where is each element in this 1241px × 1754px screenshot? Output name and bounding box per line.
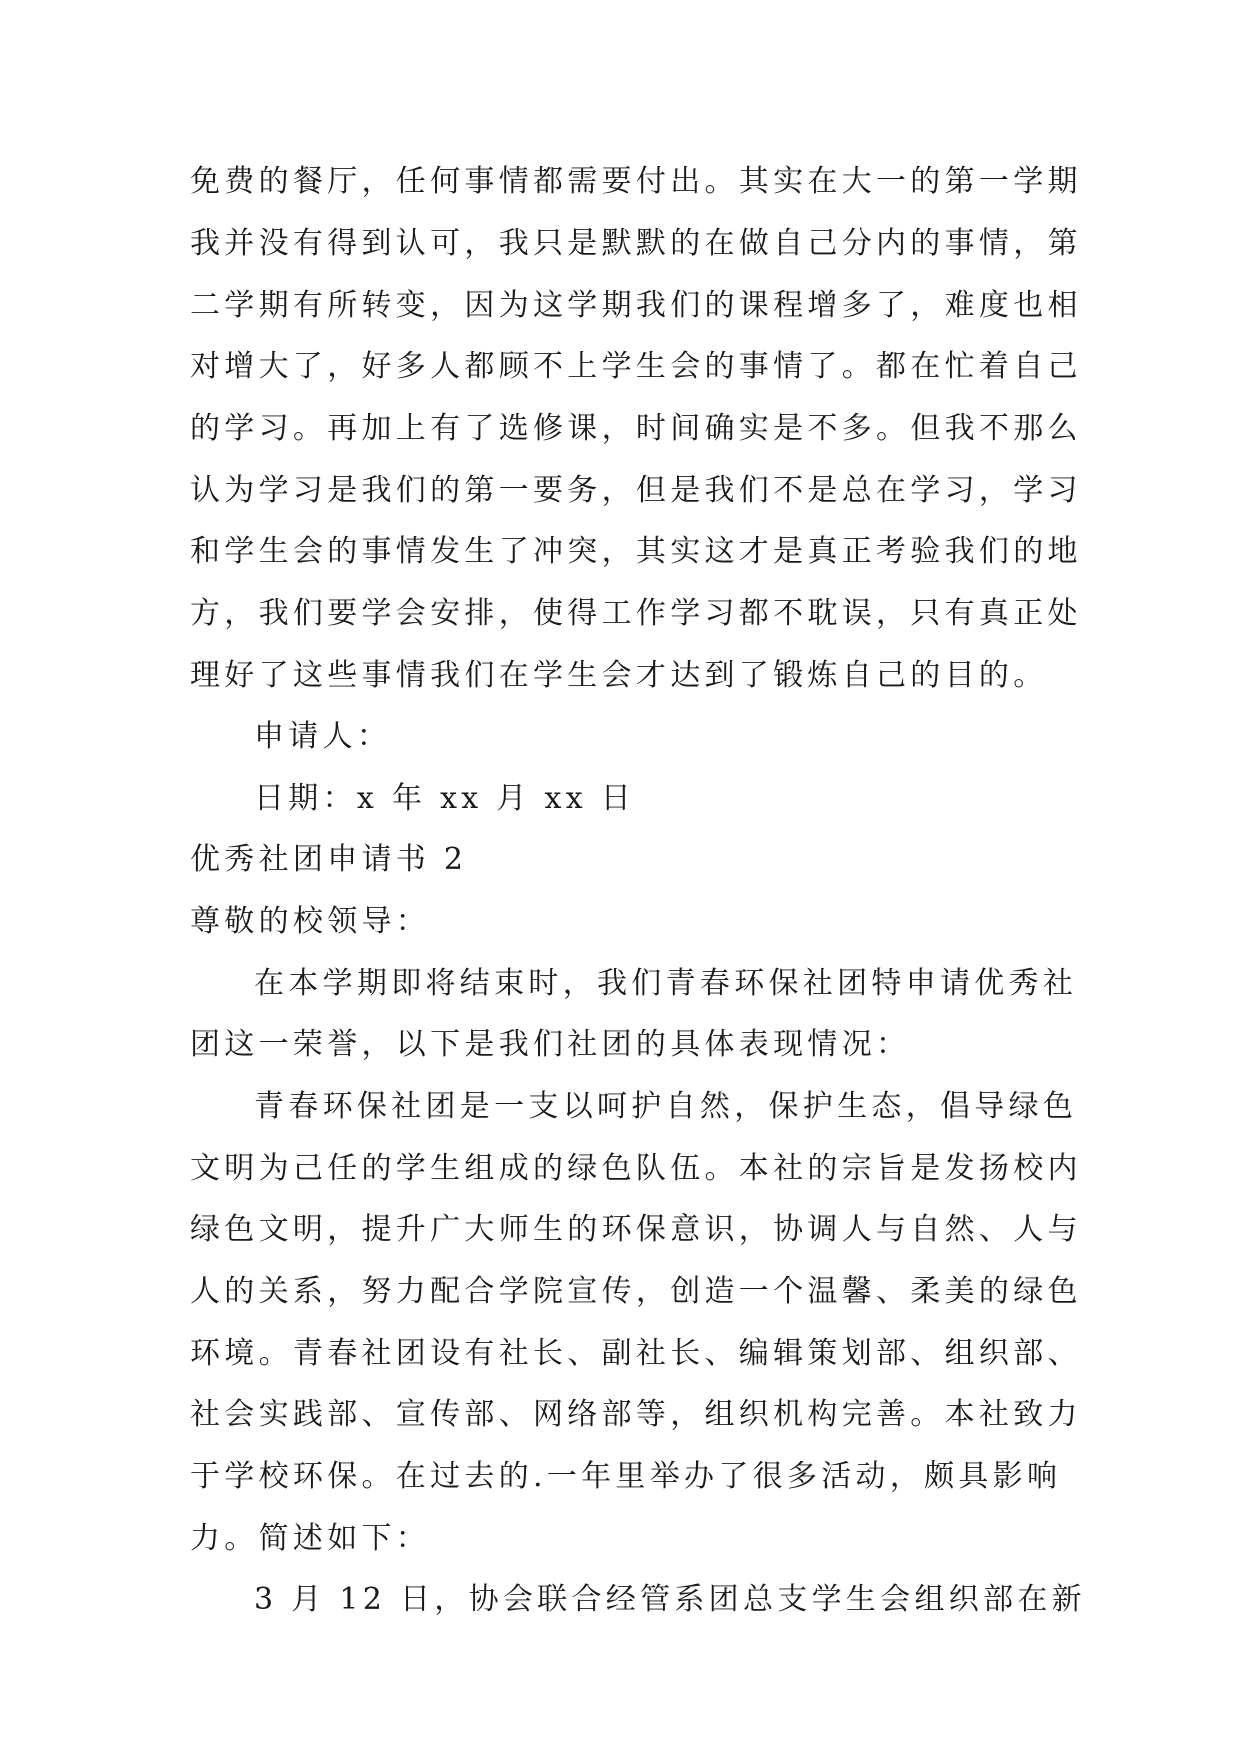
paragraph-line: 团这一荣誉，以下是我们社团的具体表现情况： xyxy=(190,1027,911,1062)
applicant-label: 申请人： xyxy=(254,719,392,754)
paragraph-line: 方，我们要学会安排，使得工作学习都不耽误，只有真正处 xyxy=(190,596,1082,631)
paragraph-line: 人的关系，努力配合学院宣传，创造一个温馨、柔美的绿色 xyxy=(190,1274,1082,1309)
salutation: 尊敬的校领导： xyxy=(190,904,431,939)
paragraph-line: 青春环保社团是一支以呵护自然，保护生态，倡导绿色 xyxy=(254,1089,1078,1124)
paragraph-line: 对增大了，好多人都顾不上学生会的事情了。都在忙着自己 xyxy=(190,349,1082,384)
paragraph-line: 和学生会的事情发生了冲突，其实这才是真正考验我们的地 xyxy=(190,534,1082,569)
paragraph-line: 于学校环保。在过去的.一年里举办了很多活动，颇具影响 xyxy=(190,1459,1062,1494)
paragraph-line: 二学期有所转变，因为这学期我们的课程增多了，难度也相 xyxy=(190,288,1082,323)
section-title: 优秀社团申请书 2 xyxy=(190,842,468,877)
paragraph-line: 环境。青春社团设有社长、副社长、编辑策划部、组织部、 xyxy=(190,1336,1082,1371)
paragraph-line: 免费的餐厅，任何事情都需要付出。其实在大一的第一学期 xyxy=(190,164,1082,199)
paragraph-line: 的学习。再加上有了选修课，时间确实是不多。但我不那么 xyxy=(190,411,1082,446)
date-line: 日期：x 年 xx 月 xx 日 xyxy=(254,781,636,816)
paragraph-line: 文明为己任的学生组成的绿色队伍。本社的宗旨是发扬校内 xyxy=(190,1151,1082,1186)
paragraph-line: 我并没有得到认可，我只是默默的在做自己分内的事情，第 xyxy=(190,226,1082,261)
paragraph-line: 绿色文明，提升广大师生的环保意识，协调人与自然、人与 xyxy=(190,1212,1082,1247)
paragraph-line: 力。简述如下： xyxy=(190,1521,431,1556)
paragraph-line: 3 月 12 日，协会联合经管系团总支学生会组织部在新 xyxy=(254,1582,1086,1617)
paragraph-line: 理好了这些事情我们在学生会才达到了锻炼自己的目的。 xyxy=(190,658,1048,693)
paragraph-line: 在本学期即将结束时，我们青春环保社团特申请优秀社 xyxy=(254,966,1078,1001)
paragraph-line: 社会实践部、宣传部、网络部等，组织机构完善。本社致力 xyxy=(190,1397,1082,1432)
paragraph-line: 认为学习是我们的第一要务，但是我们不是总在学习，学习 xyxy=(190,473,1082,508)
